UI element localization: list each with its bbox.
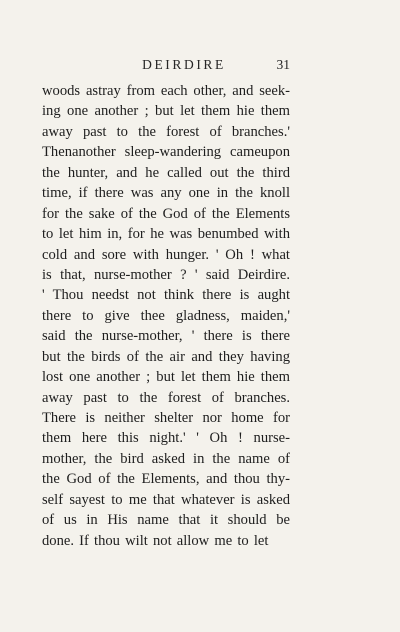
text-line: There is neither shelter nor home for (42, 410, 290, 426)
text-line: woods astray from each other, and seek- (42, 83, 290, 99)
text-line: lost one another ; but let them hie them (42, 369, 290, 386)
text-line: Thenanother sleep-wandering cameupon (42, 144, 290, 161)
text-line: of us in His name that it should be (42, 512, 290, 529)
text-line: ' Thou needst not think there is aught (42, 287, 290, 304)
text-line: self sayest to me that whatever is asked (42, 491, 290, 508)
text-line: to let him in, for he was benumbed with (42, 226, 290, 243)
text-line: mother, the bird asked in the name of (42, 450, 290, 467)
text-line: the hunter, and he called out the third (42, 164, 290, 181)
text-line: ing one another ; but let them hie them (42, 103, 290, 120)
text-line: time, if there was any one in the knoll (42, 185, 290, 202)
text-line: is that, nurse-mother ? ' said Deirdire. (42, 266, 290, 283)
text-line: but the birds of the air and they having (42, 348, 290, 365)
body-text (42, 81, 290, 551)
text-line: there to give thee gladness, maiden,' (42, 307, 290, 324)
text-line: the God of the Elements, and thou thy- (42, 471, 290, 488)
text-line: them here this night.' ' Oh ! nurse- (42, 430, 290, 447)
text-line: away past to the forest of branches.' (42, 123, 290, 140)
text-line: done. If thou wilt not allow me to let (42, 532, 269, 549)
running-head (42, 57, 290, 75)
running-title: DEIRDIRE (142, 57, 226, 72)
text-line: cold and sore with hunger. ' Oh ! what (42, 246, 290, 263)
page-number: 31 (276, 57, 290, 72)
text-line: said the nurse-mother, ' there is there (42, 328, 290, 345)
text-line: for the sake of the God of the Elements (42, 205, 290, 222)
text-line: away past to the forest of branches. (42, 389, 290, 406)
